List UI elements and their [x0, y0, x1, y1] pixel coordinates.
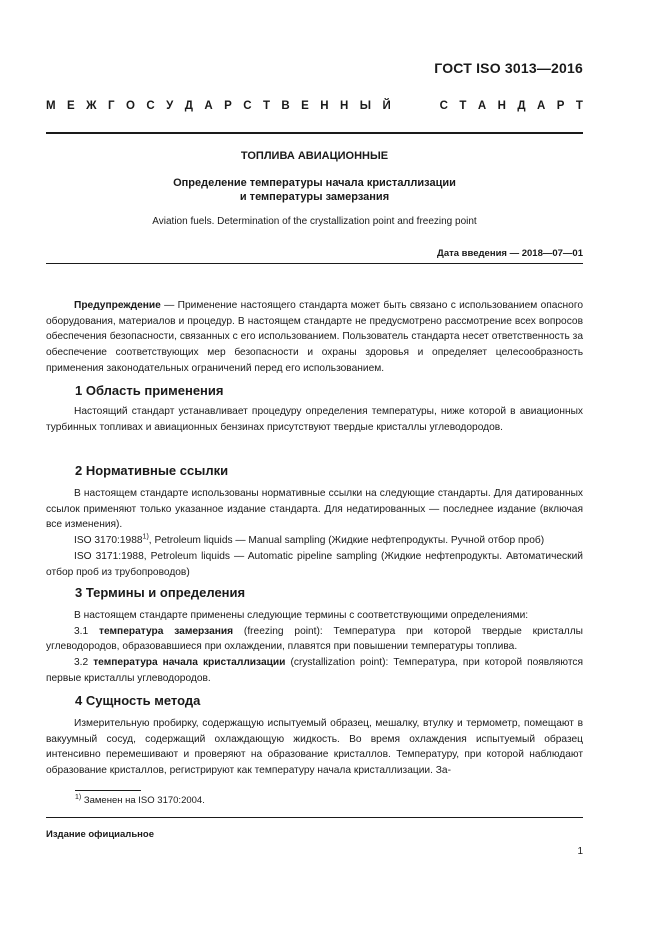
term-3-2-definition: (crystallization point): Температура, при которой появляются первые кристаллы углеводородов.	[46, 657, 583, 684]
banner-letter: Т	[575, 100, 583, 112]
footnote	[75, 795, 205, 806]
banner-letter: Е	[301, 100, 309, 112]
reference-1-footnote-mark: 1)	[142, 533, 149, 541]
term-3-2	[46, 655, 583, 686]
banner-letter: А	[536, 100, 546, 112]
section-3-intro: В настоящем стандарте применены следующие термины с соответствующими определениями:	[74, 610, 529, 621]
banner-letter: Т	[459, 100, 467, 112]
official-edition-label: Издание официальное	[46, 829, 154, 840]
banner-letter: Н	[497, 100, 506, 112]
banner-letter: В	[281, 100, 290, 112]
subtitle-line-1: Определение температуры начала кристаллизации	[173, 177, 456, 189]
banner-letter: С	[146, 100, 155, 112]
subtitle-line-2: и температуры замерзания	[239, 191, 390, 203]
reference-1-text: , Petroleum liquids — Manual sampling (Жидкие нефтепродукты. Ручной отбор проб)	[148, 535, 545, 547]
section-3-heading: 3 Термины и определения	[75, 585, 246, 600]
standard-code: ГОСТ ISO 3013—2016	[434, 60, 583, 76]
banner-letter: Й	[382, 100, 391, 112]
banner-letter: Ж	[86, 100, 97, 112]
footer-rule	[46, 817, 583, 818]
banner-letter: О	[125, 100, 135, 112]
header-rule	[46, 132, 583, 134]
banner-letter: Т	[262, 100, 270, 112]
section-2-heading: 2 Нормативные ссылки	[75, 463, 229, 478]
banner-letter: А	[477, 100, 487, 112]
section-1-body	[46, 404, 583, 435]
english-title: Aviation fuels. Determination of the crystallization point and freezing point	[152, 216, 477, 227]
banner-word-gap	[402, 100, 428, 112]
footnote-text: Заменен на ISO 3170:2004.	[81, 795, 205, 806]
banner-letter: Е	[67, 100, 75, 112]
introduction-date: Дата введения — 2018—07—01	[437, 248, 583, 259]
document-subtitle	[46, 176, 583, 204]
banner-letter: Н	[340, 100, 349, 112]
section-4-body	[46, 716, 583, 779]
term-3-1-definition: (freezing point): Температура при которой твердые кристаллы углеводородов, образовавшиеся при охлаждении, плавятся при повышении температуры топлива.	[46, 625, 584, 653]
banner-letter: Н	[320, 100, 329, 112]
section-2-intro: В настоящем стандарте использованы нормативные ссылки на следующие стандарты. Для датированных ссылок применяют только указанное издание стандарта. Для недатированных — последнее издание (включая все изменения).	[46, 488, 583, 531]
footnote-mark: 1)	[75, 793, 82, 801]
banner-letter: А	[204, 100, 213, 112]
warning-text: — Применение настоящего стандарта может быть связано с использованием опасного оборудования, материалов и процедур. В настоящем стандарте не предусмотрено рассмотрение всех вопросов обеспечения безопасности, связанных с его использованием. Пользователь стандарта несет ответственность за обеспечение соответствующих мер безопасности и охраны здоровья и определяет целесообразность применения законодательных ограничений перед его использованием.	[46, 300, 583, 374]
banner-letter: Г	[107, 100, 115, 112]
banner-letter: М	[46, 100, 56, 112]
banner-letter: С	[243, 100, 252, 112]
reference-1-code: ISO 3170:1988	[74, 535, 143, 547]
interstate-standard-banner	[46, 100, 583, 112]
section-1-text: Настоящий стандарт устанавливает процедуру определения температуры, ниже которой в авиационных турбинных топливах и авиационных бензинах присутствуют твердые кристаллы углеводородов.	[46, 406, 583, 433]
banner-letter: Д	[517, 100, 526, 112]
warning-paragraph	[46, 298, 583, 377]
reference-1	[46, 533, 583, 549]
banner-letter: Ы	[359, 100, 372, 112]
term-3-1-number: 3.1	[74, 625, 99, 637]
footnote-rule	[75, 790, 141, 791]
banner-letter: Р	[556, 100, 565, 112]
section-4-text: Измерительную пробирку, содержащую испытуемый образец, мешалку, втулку и термометр, помещают в вакуумный сосуд, содержащий охлаждающую жидкость. Во время охлаждения испытуемый образец интенсивно перемешивают и проверяют на образование кристаллов. Температуру, при которой наблюдают образование кристаллов, регистрируют как температуру начала кристаллизации. За-	[46, 718, 583, 777]
term-3-1	[46, 624, 583, 655]
section-4-heading: 4 Сущность метода	[75, 693, 201, 708]
banner-letter: С	[439, 100, 448, 112]
banner-letter: У	[166, 100, 174, 112]
warning-label: Предупреждение	[74, 300, 161, 311]
date-rule	[46, 263, 583, 264]
term-3-2-name: температура начала кристаллизации	[93, 657, 286, 669]
section-3-body	[46, 608, 583, 687]
term-3-1-name: температура замерзания	[99, 625, 234, 637]
reference-2: ISO 3171:1988, Petroleum liquids — Automatic pipeline sampling (Жидкие нефтепродукты. Автоматический отбор проб из трубопроводов)	[46, 550, 583, 578]
banner-letter: Р	[224, 100, 232, 112]
page-number: 1	[577, 846, 583, 857]
document-title: ТОПЛИВА АВИАЦИОННЫЕ	[240, 150, 389, 162]
section-2-body	[46, 486, 583, 580]
banner-letter: Д	[184, 100, 193, 112]
section-1-heading: 1 Область применения	[75, 383, 224, 398]
term-3-2-number: 3.2	[74, 657, 94, 669]
